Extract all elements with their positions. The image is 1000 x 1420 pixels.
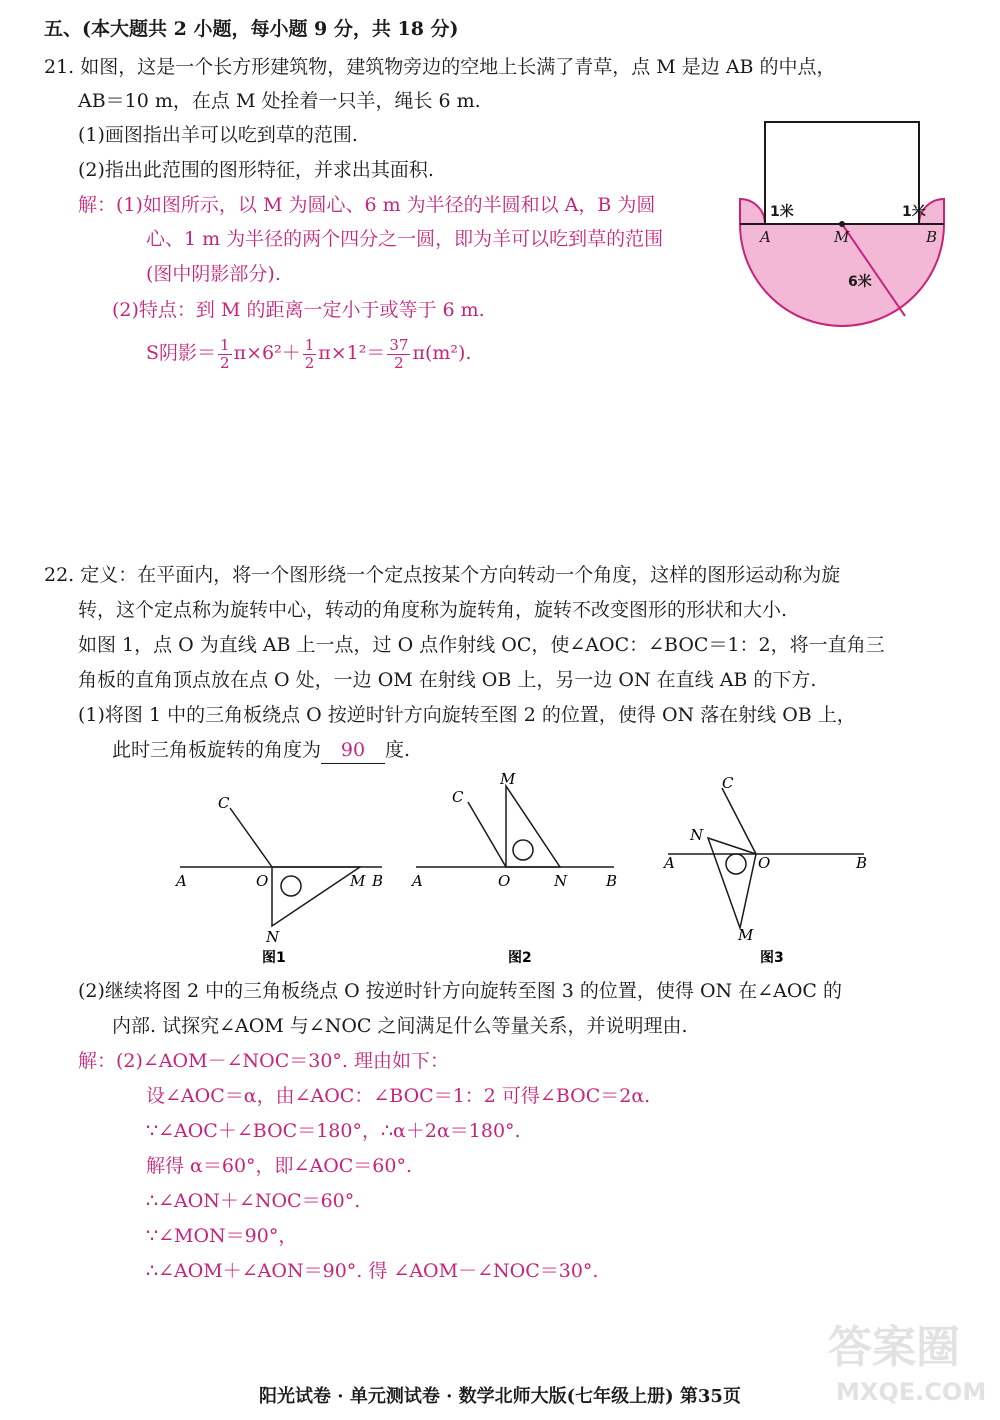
q22-part2-line1: (2)继续将图 2 中的三角板绕点 O 按逆时针方向旋转至图 3 的位置，使得 ON 在∠AOC 的 — [78, 980, 842, 1002]
label-6m: 6米 — [848, 274, 872, 290]
area-symbol: S阴影＝ — [146, 342, 217, 364]
label-n: N — [266, 928, 280, 946]
fraction-half-2 — [303, 337, 317, 372]
area-term1: π×6²＋ — [233, 342, 301, 364]
set-square-hole — [726, 854, 746, 874]
area-result: π(m²). — [412, 342, 472, 364]
figure-2 — [408, 768, 628, 970]
figure-1 — [170, 790, 390, 970]
label-b: B — [372, 872, 384, 890]
section-heading: 五、(本大题共 2 小题，每小题 9 分，共 18 分) — [44, 18, 459, 40]
ray-oc — [230, 808, 272, 867]
label-o: O — [256, 872, 269, 890]
label-c: C — [452, 788, 464, 806]
fraction-half-1 — [218, 337, 232, 372]
label-o: O — [758, 854, 771, 872]
caption-fig2: 图2 — [508, 950, 532, 966]
label-c: C — [722, 774, 734, 792]
label-m: M — [350, 872, 366, 890]
label-c: C — [218, 794, 230, 812]
fraction-numerator: 1 — [304, 335, 315, 354]
q21-answer-line1: 解：(1)如图所示，以 M 为圆心、6 m 为半径的半圆和以 A，B 为圆 — [78, 194, 656, 216]
q22-part1-prompt: 此时三角板旋转的角度为 — [112, 739, 322, 761]
caption-fig1: 图1 — [262, 950, 286, 966]
q22-answer-line: 设∠AOC＝α，由∠AOC：∠BOC＝1：2 可得∠BOC＝2α. — [146, 1085, 651, 1107]
q22-answer-line: ∴∠AOM＋∠AON＝90°. 得 ∠AOM－∠NOC＝30°. — [146, 1260, 599, 1282]
label-m: M — [834, 228, 850, 246]
page-footer: 阳光试卷 · 单元测试卷 · 数学北师大版(七年级上册) 第35页 — [259, 1386, 741, 1407]
label-a: A — [176, 872, 187, 890]
quarter-circle-a — [740, 199, 765, 224]
q22-answer-line: ∵∠MON＝90°， — [146, 1225, 298, 1247]
q22-part2-line2: 内部. 试探究∠AOM 与∠NOC 之间满足什么等量关系，并说明理由. — [112, 1015, 688, 1037]
figure-3 — [660, 770, 880, 970]
fraction-numerator: 37 — [389, 335, 409, 354]
caption-fig3: 图3 — [760, 950, 784, 966]
point-m — [839, 221, 845, 227]
fraction-37-over-2 — [387, 337, 410, 372]
fraction-numerator: 1 — [220, 335, 230, 354]
set-square — [272, 867, 360, 926]
q21-answer-line4: (2)特点：到 M 的距离一定小于或等于 6 m. — [112, 299, 485, 321]
answer-blank: 90 — [321, 737, 385, 764]
q22-answer-line: 解得 α＝60°，即∠AOC＝60°. — [146, 1155, 413, 1177]
label-a: A — [760, 228, 771, 246]
label-b: B — [926, 228, 938, 246]
label-1m-right: 1米 — [902, 204, 926, 220]
q22-line1: 22. 定义：在平面内，将一个图形绕一个定点按某个方向转动一个角度，这样的图形运动称为旋 — [44, 564, 841, 586]
set-square — [708, 838, 756, 928]
fraction-denominator: 2 — [220, 353, 230, 372]
fraction-denominator: 2 — [394, 353, 404, 372]
q21-stem-line2: AB＝10 m，在点 M 处拴着一只羊，绳长 6 m. — [78, 90, 481, 112]
q21-area-formula — [146, 333, 471, 373]
label-m: M — [738, 926, 754, 944]
q21-answer-line2: 心、1 m 为半径的两个四分之一圆，即为羊可以吃到草的范围 — [146, 228, 664, 250]
q22-part1-line2 — [112, 737, 410, 764]
label-a: A — [412, 872, 423, 890]
label-b: B — [856, 854, 868, 872]
label-m: M — [500, 770, 516, 788]
watermark-url: MXQE.COM — [836, 1378, 987, 1406]
label-o: O — [498, 872, 511, 890]
q22-line3: 如图 1，点 O 为直线 AB 上一点，过 O 点作射线 OC，使∠AOC：∠BOC＝1：2，将一直角三 — [78, 634, 885, 656]
label-1m-left: 1米 — [770, 204, 794, 220]
label-n: N — [690, 826, 704, 844]
q21-part2: (2)指出此范围的图形特征，并求出其面积. — [78, 159, 434, 181]
q22-answer-line: ∴∠AON＋∠NOC＝60°. — [146, 1190, 361, 1212]
q22-answer-line: ∵∠AOC＋∠BOC＝180°，∴α＋2α＝180°. — [146, 1120, 521, 1142]
q22-line2: 转，这个定点称为旋转中心，转动的角度称为旋转角，旋转不改变图形的形状和大小. — [78, 599, 788, 621]
area-term2: π×1²＝ — [318, 342, 386, 364]
set-square-hole — [513, 840, 533, 860]
q21-answer-line3: (图中阴影部分). — [146, 263, 281, 285]
label-b: B — [606, 872, 618, 890]
watermark-text: 答案圈 — [828, 1322, 960, 1373]
label-n: N — [554, 872, 568, 890]
q22-part1-line1: (1)将图 1 中的三角板绕点 O 按逆时针方向旋转至图 2 的位置，使得 ON 落在射线 OB 上， — [78, 704, 856, 726]
q21-figure — [730, 118, 970, 340]
ray-oc — [468, 802, 506, 867]
q22-answer-line: 解：(2)∠AOM－∠NOC＝30°. 理由如下： — [78, 1050, 450, 1072]
q22-line4: 角板的直角顶点放在点 O 处，一边 OM 在射线 OB 上，另一边 ON 在直线 AB 的下方. — [78, 669, 817, 691]
q22-part1-unit: 度. — [385, 739, 411, 761]
set-square-hole — [281, 876, 301, 896]
label-a: A — [664, 854, 675, 872]
q21-part1: (1)画图指出羊可以吃到草的范围. — [78, 124, 358, 146]
q21-stem-line1: 21. 如图，这是一个长方形建筑物，建筑物旁边的空地上长满了青草，点 M 是边 AB 的中点， — [44, 56, 836, 78]
fraction-denominator: 2 — [304, 353, 315, 372]
